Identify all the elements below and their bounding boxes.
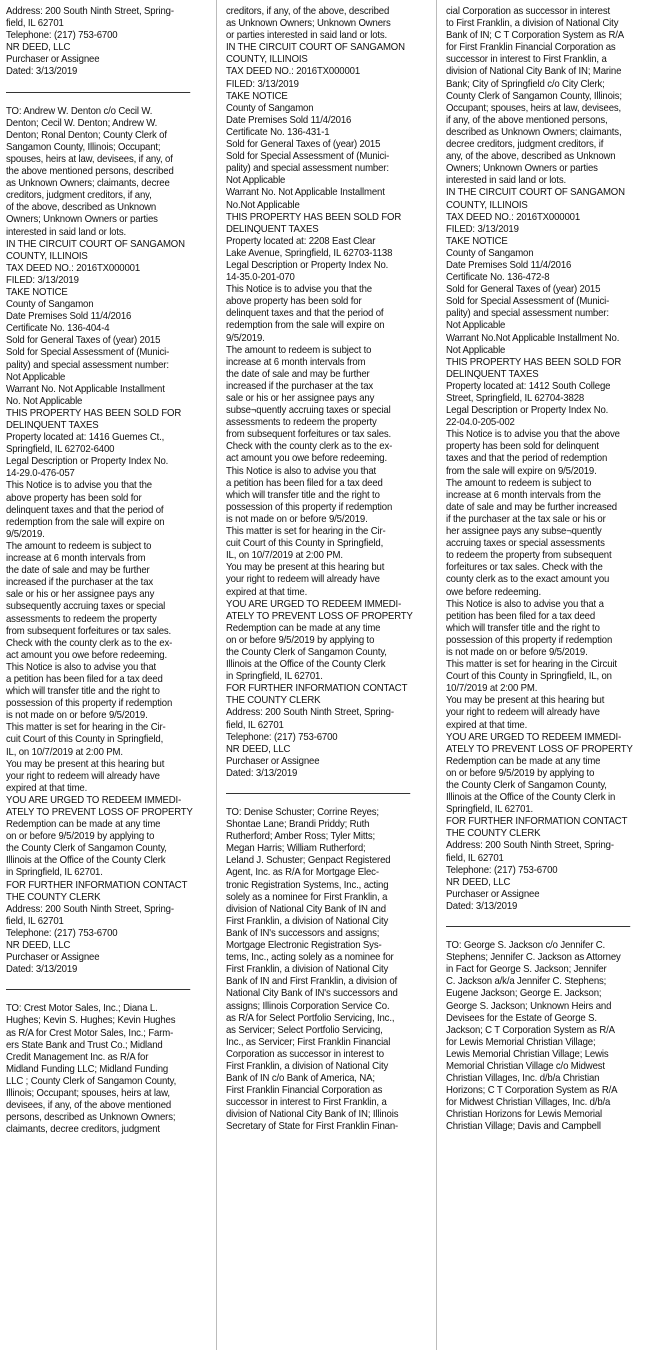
notice-line: Sold for Special Assessment of (Munici- [226, 151, 390, 163]
notice-line: TAKE NOTICE [226, 90, 288, 102]
notice-line: Dated: 3/13/2019 [6, 66, 78, 78]
notice-line: the County Clerk of Sangamon County, [6, 843, 167, 855]
notice-line: which will transfer title and the right to [446, 622, 600, 634]
notice-line: as Unknown Owners; Unknown Owners [226, 18, 391, 30]
notice-line: IN THE CIRCUIT COURT OF SANGAMON [6, 238, 185, 250]
notice-line: This Notice is to advise you that the [226, 284, 372, 296]
notice-line: Sold for Special Assessment of (Munici- [6, 347, 170, 359]
notice-line: ATELY TO PREVENT LOSS OF PROPERTY [6, 807, 193, 818]
legal-notice [6, 6, 198, 79]
notice-line: date of sale and may be further increased [446, 501, 617, 513]
notice-line: of the above, described as Unknown [6, 202, 157, 214]
notice-line: No.Not Applicable [226, 199, 300, 211]
notice-line: successor in interest to First Franklin, a [446, 54, 607, 66]
notice-line: Sold for General Taxes of (year) 2015 [446, 284, 601, 296]
notice-line: cuit Court of this County in Springfield, [226, 538, 384, 550]
notice-line: Occupant; spouses, heirs at law, devisees, [446, 102, 622, 114]
notice-line: First Franklin, a division of National City [226, 964, 389, 976]
column-rule [216, 0, 217, 1350]
notice-line: Denton; Ronal Denton; County Clerk of [6, 129, 167, 141]
notice-line: expired at that time. [6, 782, 88, 794]
notice-line: Bank of IN and First Franklin, a division of [226, 976, 398, 988]
notice-line: Illinois at the Office of the County Clerk in [446, 792, 616, 804]
notice-line: Inc., as Servicer; First Franklin Financial [226, 1036, 391, 1048]
notice-line: Telephone: (217) 753-6700 [446, 864, 558, 876]
notice-line: field, IL 62701 [446, 852, 504, 864]
notice-line: Devisees for the Estate of George S. [446, 1012, 597, 1024]
notice-line: First Franklin Financial Corporation as [226, 1085, 383, 1097]
notice-line: Redemption can be made at any time [226, 622, 381, 634]
notice-line: your right to redeem will already have [6, 770, 160, 782]
notice-line: pality) and special assessment number: [446, 308, 609, 320]
notice-line: Jackson; C T Corporation System as R/A [446, 1024, 615, 1036]
notice-line: in Springfield, IL 62701. [226, 671, 323, 683]
notice-line: Secretary of State for First Franklin Finan- [226, 1121, 399, 1133]
notice-line: Bank of IN; C T Corporation System as R/A [446, 30, 625, 42]
legal-notice [226, 6, 418, 780]
notice-line: NR DEED, LLC [446, 876, 511, 888]
notice-line: above property has been sold for [6, 492, 142, 504]
notice-line: Property located at: 1412 South College [446, 380, 611, 392]
notice-line: in Fact for George S. Jackson; Jennifer [446, 964, 607, 976]
notice-line: as Unknown Owners; claimants, decree [6, 178, 170, 190]
notice-line: increase at 6 month intervals from the [446, 489, 601, 501]
notice-line: TAKE NOTICE [446, 235, 508, 247]
notice-line: Date Premises Sold 11/4/2016 [446, 259, 572, 271]
notice-line: 22-04.0-205-002 [446, 417, 515, 429]
notice-line: Address: 200 South Ninth Street, Spring- [446, 840, 614, 852]
notice-line: or parties interested in said land or lots. [226, 30, 388, 42]
notice-line: Rutherford; Amber Ross; Tyler Mitts; [226, 831, 376, 843]
notice-line: Sangamon County, Illinois; Occupant; [6, 141, 161, 153]
notice-line: Court of this County in Springfield, IL, on [446, 671, 612, 683]
notice-line: Mortgage Electronic Registration Sys- [226, 940, 382, 952]
notice-line: on or before 9/5/2019 by applying to [226, 634, 375, 646]
notice-line: THIS PROPERTY HAS BEEN SOLD FOR [226, 211, 402, 223]
notice-line: Date Premises Sold 11/4/2016 [6, 311, 132, 323]
notice-line: Christian Horizons for Lewis Memorial [446, 1109, 603, 1121]
notice-line: DELINQUENT TAXES [446, 368, 539, 380]
notice-line: which will transfer title and the right to [6, 686, 160, 698]
notice-line: TO: Denise Schuster; Corrine Reyes; [226, 807, 379, 818]
notice-line: Christian Village; Davis and Campbell [446, 1121, 601, 1133]
notice-line: County of Sangamon [226, 102, 314, 114]
notice-line: Credit Management Inc. as R/A for [6, 1051, 149, 1063]
notice-line: your right to redeem will already have [226, 574, 380, 586]
notice-line: IL, on 10/7/2019 at 2:00 PM. [226, 550, 343, 562]
notice-line: possession of this property if redemption [6, 698, 173, 710]
notice-line: NR DEED, LLC [6, 42, 71, 54]
notice-line: expired at that time. [446, 719, 528, 731]
notice-line: Bank of IN's successors and assigns; [226, 927, 380, 939]
notice-line: Dated: 3/13/2019 [226, 767, 298, 779]
notice-line: pality) and special assessment number: [6, 359, 169, 371]
notice-line: County of Sangamon [446, 247, 534, 259]
notice-line: Not Applicable [446, 320, 506, 332]
notice-line: TAX DEED NO.: 2016TX000001 [6, 262, 141, 274]
notice-line: 9/5/2019. [226, 332, 265, 344]
notice-line: Not Applicable [6, 371, 66, 383]
column-rule [436, 0, 437, 1350]
notice-line: solely as a nominee for First Franklin, a [226, 891, 388, 903]
notice-line: Legal Description or Property Index No. [6, 456, 169, 468]
notice-line: redemption from the sale will expire on [6, 516, 165, 528]
notice-line: to redeem the property from subsequent [446, 550, 612, 562]
notice-line: Sold for General Taxes of (year) 2015 [226, 139, 381, 151]
notice-line: Illinois at the Office of the County Clerk [6, 855, 166, 867]
notice-line: assessments to redeem the property [6, 613, 157, 625]
notice-line: accruing taxes or special assessments [446, 538, 605, 550]
notice-line: for Midwest Christian Villages, Inc. d/b/a [446, 1097, 611, 1109]
notice-line: a petition has been filed for a tax deed [6, 673, 163, 685]
notice-line: cial Corporation as successor in interest [446, 6, 611, 17]
notice-line: assessments to redeem the property [226, 417, 377, 429]
notice-line: FOR FURTHER INFORMATION CONTACT [226, 683, 408, 695]
notice-line: the date of sale and may be further [6, 565, 150, 577]
notice-line: as Servicer; Select Portfolio Servicing, [226, 1024, 383, 1036]
notice-line: increased if the purchaser at the tax [6, 577, 154, 589]
notice-line: from subsequent forfeitures or tax sales. [6, 625, 172, 637]
notice-line: field, IL 62701 [6, 18, 64, 30]
notice-line: Check with the county clerk as to the ex- [6, 637, 173, 649]
notice-line: owe before redeeming. [446, 586, 541, 598]
notice-line: petition has been filed for a tax deed [446, 610, 596, 622]
notice-line: Illinois; Occupant; spouses, heirs at law, [6, 1087, 170, 1099]
notice-line: as R/A for Crest Motor Sales, Inc.; Farm- [6, 1027, 174, 1039]
notice-line: Sold for Special Assessment of (Munici- [446, 296, 610, 308]
notice-line: increase at 6 month intervals from [226, 356, 366, 368]
notice-line: Megan Harris; William Rutherford; [226, 843, 366, 855]
notice-line: County of Sangamon [6, 299, 94, 311]
notice-line: delinquent taxes and that the period of [226, 308, 384, 320]
notice-line: You may be present at this hearing but [6, 758, 165, 770]
notice-line: Lake Avenue, Springfield, IL 62703-1138 [226, 247, 393, 259]
notice-line: subse¬quently accruing taxes or special [226, 405, 391, 417]
notice-line: Purchaser or Assignee [6, 54, 100, 66]
notice-line: possession of this property if redemption [446, 634, 613, 646]
notice-line: Telephone: (217) 753-6700 [6, 927, 118, 939]
notice-line: a petition has been filed for a tax deed [226, 477, 383, 489]
notice-line: 14-35.0-201-070 [226, 272, 295, 284]
notice-line: division of National City Bank of IN and [226, 903, 386, 915]
notice-separator [6, 92, 190, 93]
notice-line: Springfield, IL 62702-6400 [6, 444, 115, 456]
notice-line: Check with the county clerk as to the ex- [226, 441, 393, 453]
notice-line: IN THE CIRCUIT COURT OF SANGAMON [446, 187, 625, 199]
notice-line: Certificate No. 136-472-8 [446, 272, 550, 284]
notice-line: NR DEED, LLC [6, 940, 71, 952]
notice-line: First Franklin, a division of National City [226, 1060, 389, 1072]
notice-line: interested in said land or lots. [446, 175, 567, 187]
notice-line: persons, described as Unknown Owners; [6, 1112, 176, 1124]
notice-line: TAKE NOTICE [6, 286, 68, 298]
notice-line: THIS PROPERTY HAS BEEN SOLD FOR [6, 407, 182, 419]
notice-line: Legal Description or Property Index No. [446, 405, 609, 417]
notice-line: Warrant No. Not Applicable Installment [6, 383, 165, 395]
notice-line: FOR FURTHER INFORMATION CONTACT [6, 879, 188, 891]
notice-line: Lewis Memorial Christian Village; Lewis [446, 1048, 609, 1060]
notice-line: her assignee pays any subse¬quently [446, 526, 602, 538]
notice-line: Not Applicable [226, 175, 286, 187]
notice-line: to First Franklin, a division of National City [446, 18, 619, 30]
notice-line: FOR FURTHER INFORMATION CONTACT [446, 816, 628, 828]
notice-line: field, IL 62701 [6, 915, 64, 927]
notice-line: claimants, decree creditors, judgment [6, 1124, 160, 1136]
notice-line: for Lewis Memorial Christian Village; [446, 1036, 596, 1048]
notice-line: is not made on or before 9/5/2019. [226, 513, 368, 525]
notice-line: This matter is set for hearing in the Circuit [446, 659, 617, 671]
notice-line: 14-29.0-476-057 [6, 468, 75, 480]
notice-line: if any, of the above mentioned persons, [446, 114, 608, 126]
notice-line: above property has been sold for [226, 296, 362, 308]
notice-line: Bank of IN c/o Bank of America, NA; [226, 1073, 375, 1085]
notice-line: Redemption can be made at any time [6, 819, 161, 831]
notice-line: in Springfield, IL 62701. [6, 867, 103, 879]
notice-line: Owners; Unknown Owners or parties [446, 163, 598, 175]
legal-notice [226, 807, 418, 1134]
notice-line: increased if the purchaser at the tax [226, 380, 374, 392]
notice-line: This Notice is to advise you that the above [446, 429, 620, 441]
notice-line: Owners; Unknown Owners or parties [6, 214, 158, 226]
notice-line: ATELY TO PREVENT LOSS OF PROPERTY [226, 610, 413, 622]
notice-line: Springfield, IL 62701. [446, 804, 534, 816]
notice-line: division of National City Bank of IN; Marine [446, 66, 622, 78]
notice-line: Certificate No. 136-404-4 [6, 323, 110, 335]
notice-line: pality) and special assessment number: [226, 163, 389, 175]
notice-line: FILED: 3/13/2019 [6, 274, 79, 286]
notice-line: which will transfer title and the right to [226, 489, 380, 501]
notice-line: The amount to redeem is subject to [226, 344, 372, 356]
notice-separator [446, 926, 630, 927]
notice-line: assigns; Illinois Corporation Service Co. [226, 1000, 390, 1012]
notice-line: delinquent taxes and that the period of [6, 504, 164, 516]
notice-line: You may be present at this hearing but [446, 695, 605, 707]
notice-line: LLC ; County Clerk of Sangamon County, [6, 1075, 177, 1087]
notice-line: The amount to redeem is subject to [446, 477, 592, 489]
notice-line: Redemption can be made at any time [446, 755, 601, 767]
notice-line: Certificate No. 136-431-1 [226, 126, 330, 138]
notice-line: THE COUNTY CLERK [6, 891, 101, 903]
notice-line: creditors, judgment creditors, if any, [6, 190, 152, 202]
notice-line: act amount you owe before redeeming. [6, 649, 168, 661]
notice-line: Sold for General Taxes of (year) 2015 [6, 335, 161, 347]
notice-line: IN THE CIRCUIT COURT OF SANGAMON [226, 42, 405, 54]
notice-line: act amount you owe before redeeming. [226, 453, 388, 465]
notice-line: is not made on or before 9/5/2019. [446, 646, 588, 658]
notice-line: Leland J. Schuster; Genpact Registered [226, 855, 391, 867]
legal-notice [6, 106, 198, 977]
legal-notice [446, 940, 638, 1134]
notice-line: Telephone: (217) 753-6700 [226, 731, 338, 743]
notice-line: as R/A for Select Portfolio Servicing, Inc., [226, 1012, 395, 1024]
legal-notice [446, 6, 638, 913]
notice-line: COUNTY, ILLINOIS [446, 199, 528, 211]
notice-line: your right to redeem will already have [446, 707, 600, 719]
notice-line: Eugene Jackson; George E. Jackson; [446, 988, 602, 1000]
notice-line: 9/5/2019. [6, 528, 45, 540]
notice-line: Not Applicable [446, 344, 506, 356]
notice-line: IL, on 10/7/2019 at 2:00 PM. [6, 746, 123, 758]
notice-line: from subsequent forfeitures or tax sales. [226, 429, 392, 441]
notice-line: Denton; Cecil W. Denton; Andrew W. [6, 117, 158, 129]
notice-line: the date of sale and may be further [226, 368, 370, 380]
notice-line: County Clerk of Sangamon County, Illinois; [446, 90, 622, 102]
notice-line: from the sale will expire on 9/5/2019. [446, 465, 597, 477]
notice-line: the County Clerk of Sangamon County, [226, 646, 387, 658]
notice-line: Street, Springfield, IL 62704-3828 [446, 393, 585, 404]
notice-line: sale or his or her assignee pays any [6, 589, 155, 601]
notice-line: Agent, Inc. as R/A for Mortgage Elec- [226, 867, 379, 879]
notice-line: Christian Villages, Inc. d/b/a Christian [446, 1073, 600, 1085]
notice-line: Telephone: (217) 753-6700 [6, 30, 118, 42]
notice-line: Horizons; C T Corporation System as R/A [446, 1085, 618, 1097]
notice-line: George S. Jackson; Unknown Heirs and [446, 1000, 612, 1012]
notice-line: Stephens; Jennifer C. Jackson as Attorney [446, 952, 621, 964]
notice-line: Legal Description or Property Index No. [226, 259, 389, 271]
notice-line: You may be present at this hearing but [226, 562, 385, 574]
notice-line: Property located at: 2208 East Clear [226, 235, 376, 247]
notice-line: Address: 200 South Ninth Street, Spring- [6, 903, 174, 915]
notice-line: on or before 9/5/2019 by applying to [6, 831, 155, 843]
notice-line: described as Unknown Owners; claimants, [446, 126, 622, 138]
notice-line: if the purchaser at the tax sale or his or [446, 513, 606, 525]
notice-line: TO: Andrew W. Denton c/o Cecil W. [6, 105, 153, 117]
notice-line: C. Jackson a/k/a Jennifer C. Stephens; [446, 976, 607, 988]
notice-line: county clerk as to the exact amount you [446, 574, 610, 586]
notice-line: Warrant No.Not Applicable Installment No. [446, 332, 620, 344]
legal-notice [6, 1003, 198, 1136]
notice-line: redemption from the sale will expire on [226, 320, 385, 332]
notice-line: Hughes; Kevin S. Hughes; Kevin Hughes [6, 1015, 176, 1027]
notice-line: YOU ARE URGED TO REDEEM IMMEDI- [6, 794, 182, 806]
column-1 [6, 6, 198, 1136]
notice-line: Dated: 3/13/2019 [446, 900, 518, 912]
notice-line: subsequently accruing taxes or special [6, 601, 166, 613]
notice-line: field, IL 62701 [226, 719, 284, 731]
notice-line: 10/7/2019 at 2:00 PM. [446, 683, 538, 695]
notice-line: This Notice is also to advise you that a [446, 598, 604, 610]
notice-line: THE COUNTY CLERK [226, 695, 321, 707]
notice-line: interested in said land or lots. [6, 226, 127, 238]
notice-line: This Notice is also to advise you that [6, 661, 157, 673]
notice-line: spouses, heirs at law, devisees, if any, of [6, 153, 173, 165]
notice-line: decree creditors, judgment creditors, if [446, 139, 604, 151]
notice-line: the County Clerk of Sangamon County, [446, 780, 607, 791]
column-3 [446, 6, 638, 1134]
notice-line: TAX DEED NO.: 2016TX000001 [226, 66, 361, 78]
notice-line: TO: George S. Jackson c/o Jennifer C. [446, 940, 606, 952]
notice-line: DELINQUENT TAXES [226, 223, 319, 235]
notice-line: This matter is set for hearing in the Cir- [226, 526, 386, 538]
notice-line: TAX DEED NO.: 2016TX000001 [446, 211, 581, 223]
notice-line: ers State Bank and Trust Co.; Midland [6, 1039, 163, 1051]
notice-line: creditors, if any, of the above, described [226, 6, 390, 17]
notice-line: COUNTY, ILLINOIS [6, 250, 88, 262]
notice-line: National City Bank of IN's successors and [226, 988, 398, 1000]
notice-line: YOU ARE URGED TO REDEEM IMMEDI- [226, 598, 402, 610]
notice-separator [226, 793, 410, 794]
notice-line: on or before 9/5/2019 by applying to [446, 767, 595, 779]
notice-line: This matter is set for hearing in the Cir- [6, 722, 166, 734]
notice-line: DELINQUENT TAXES [6, 420, 99, 431]
notice-line: sale or his or her assignee pays any [226, 393, 375, 404]
notice-line: First Franklin, a division of National City [226, 915, 389, 927]
notice-line: FILED: 3/13/2019 [226, 78, 299, 90]
notice-line: FILED: 3/13/2019 [446, 223, 519, 235]
notice-line: Memorial Christian Village c/o Midwest [446, 1060, 605, 1072]
notice-line: possession of this property if redemption [226, 501, 393, 513]
notice-line: Shontae Lane; Brandi Priddy; Ruth [226, 819, 370, 831]
notice-line: Purchaser or Assignee [226, 755, 320, 767]
notice-line: cuit Court of this County in Springfield, [6, 734, 164, 746]
notice-line: Warrant No. Not Applicable Installment [226, 187, 385, 199]
notice-line: Address: 200 South Ninth Street, Spring- [226, 707, 394, 719]
notice-line: Purchaser or Assignee [446, 888, 540, 900]
notice-line: any, of the above, described as Unknown [446, 151, 616, 163]
notice-line: division of National City Bank of IN; Illinois [226, 1109, 399, 1121]
notice-line: successor in interest to First Franklin, a [226, 1097, 387, 1109]
notice-line: Date Premises Sold 11/4/2016 [226, 114, 352, 126]
notice-line: tems, Inc., acting solely as a nominee for [226, 952, 394, 964]
notice-line: ATELY TO PREVENT LOSS OF PROPERTY [446, 743, 633, 755]
notice-line: for First Franklin Financial Corporation as [446, 42, 616, 54]
notice-line: No. Not Applicable [6, 395, 83, 407]
notice-separator [6, 989, 190, 990]
notice-line: devisees, if any, of the above mentioned [6, 1100, 172, 1112]
notice-line: Illinois at the Office of the County Clerk [226, 659, 386, 671]
notice-line: is not made on or before 9/5/2019. [6, 710, 148, 722]
notice-line: This Notice is to advise you that the [6, 480, 152, 492]
notice-line: tronic Registration Systems, Inc., acting [226, 879, 389, 891]
notice-line: Corporation as successor in interest to [226, 1048, 384, 1060]
notice-line: THIS PROPERTY HAS BEEN SOLD FOR [446, 356, 622, 368]
notice-line: COUNTY, ILLINOIS [226, 54, 308, 66]
notice-line: Purchaser or Assignee [6, 952, 100, 964]
notice-line: The amount to redeem is subject to [6, 540, 152, 552]
notice-line: the above mentioned persons, described [6, 166, 174, 178]
notice-line: Bank; City of Springfield c/o City Clerk; [446, 78, 605, 90]
notice-line: Midland Funding LLC; Midland Funding [6, 1063, 169, 1075]
notice-line: Address: 200 South Ninth Street, Spring- [6, 6, 174, 17]
notice-line: NR DEED, LLC [226, 743, 291, 755]
notice-line: YOU ARE URGED TO REDEEM IMMEDI- [446, 731, 622, 743]
notice-line: TO: Crest Motor Sales, Inc.; Diana L. [6, 1003, 158, 1015]
notice-line: property has been sold for delinquent [446, 441, 599, 453]
notice-line: taxes and that the period of redemption [446, 453, 608, 465]
notice-line: increase at 6 month intervals from [6, 553, 146, 565]
notice-line: THE COUNTY CLERK [446, 828, 541, 840]
notice-line: Property located at: 1416 Guemes Ct., [6, 432, 165, 444]
notice-line: Dated: 3/13/2019 [6, 964, 78, 976]
notice-line: forfeitures or tax sales. Check with the [446, 562, 603, 574]
notice-line: This Notice is also to advise you that [226, 465, 377, 477]
notice-line: expired at that time. [226, 586, 308, 598]
column-2 [226, 6, 418, 1134]
